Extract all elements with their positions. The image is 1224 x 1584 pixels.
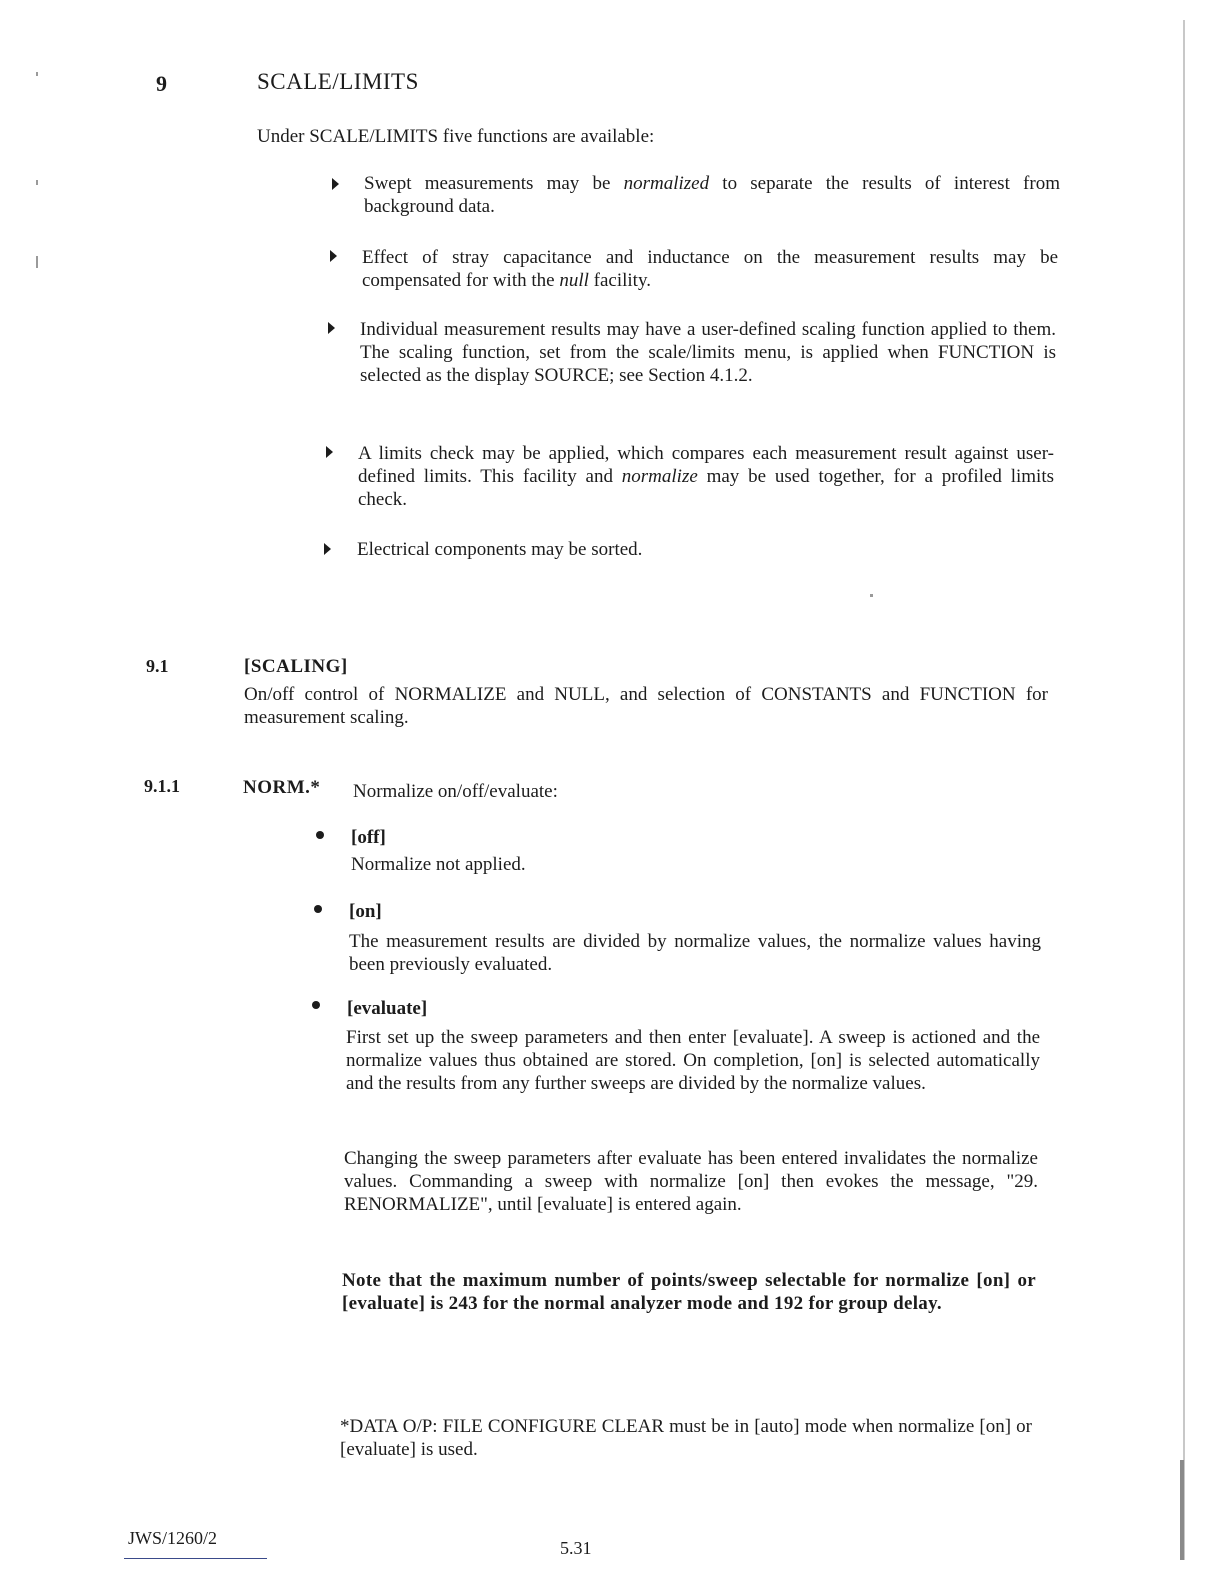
bullet-dot-icon	[312, 1001, 320, 1009]
bullet-arrow-icon	[326, 446, 333, 458]
option-description: First set up the sweep parameters and then enter [evaluate]. A sweep is actioned and the normalize values thus obtained are stored. On completion, [on] is selected automatically and the results from any further sweeps are divided by the normalize values.	[346, 1027, 1040, 1094]
section-number: 9	[156, 71, 167, 96]
margin-mark	[36, 256, 38, 268]
scan-edge-line	[1183, 20, 1185, 1560]
note-text: Note that the maximum number of points/sweep selectable for normalize [on] or [evaluate] is 243 for the normal analyzer mode and 192 for group delay.	[342, 1270, 1036, 1314]
bullet-dot-icon	[314, 905, 322, 913]
option-description: The measurement results are divided by normalize values, the normalize values having been previously evaluated.	[349, 931, 1041, 975]
subsection-title: [SCALING]	[244, 656, 348, 677]
section-intro: Under SCALE/LIMITS five functions are available:	[257, 126, 655, 147]
subsubsection-label: NORM.*	[243, 777, 321, 798]
bullet-text-part: Effect of stray capacitance and inductance on the measurement results may be compensated for with the	[362, 247, 1058, 291]
footnote-text: *DATA O/P: FILE CONFIGURE CLEAR must be in [auto] mode when normalize [on] or [evaluate] is used.	[340, 1416, 1032, 1460]
bullet-text	[358, 442, 1054, 511]
subsection-text: On/off control of NORMALIZE and NULL, and selection of CONSTANTS and FUNCTION for measurement scaling.	[244, 684, 1048, 728]
footer-underline	[124, 1558, 267, 1559]
option-label-on: [on]	[349, 901, 382, 922]
document-reference: JWS/1260/2	[128, 1528, 218, 1548]
option-description: Changing the sweep parameters after evaluate has been entered invalidates the normalize values. Commanding a sweep with normalize [on] then evokes the message, "29. RENORMALIZE", until [evaluate] is entered again.	[344, 1148, 1038, 1215]
bullet-text	[357, 538, 1053, 561]
bullet-text-part: Individual measurement results may have a user-defined scaling function applied to them. The scaling function, set from the scale/limits menu, is applied when FUNCTION is selected as the display SOURCE; see Section 4.1.2.	[360, 319, 1056, 386]
bullet-text	[362, 246, 1058, 292]
bullet-text-part: to separate the results of interest from background data.	[364, 173, 1060, 217]
bullet-text	[360, 318, 1056, 387]
bullet-emphasis: null	[559, 270, 589, 291]
bullet-text	[364, 172, 1060, 218]
option-description: Normalize not applied.	[351, 854, 526, 875]
bullet-text-part: Electrical components may be sorted.	[357, 539, 643, 560]
bullet-arrow-icon	[330, 250, 337, 262]
page-number: 5.31	[560, 1538, 592, 1558]
margin-mark	[36, 180, 38, 185]
margin-mark	[36, 72, 38, 76]
bullet-arrow-icon	[328, 322, 335, 334]
bullet-text-part: may be used together, for a profiled limits check.	[358, 466, 1055, 510]
bullet-arrow-icon	[324, 543, 331, 555]
option-label-off: [off]	[351, 827, 386, 848]
bullet-dot-icon	[316, 831, 324, 839]
bullet-emphasis: normalize	[621, 466, 698, 487]
subsection-number: 9.1	[146, 656, 169, 676]
bullet-arrow-icon	[332, 178, 339, 190]
subsubsection-number: 9.1.1	[144, 776, 180, 796]
bullet-emphasis: normalized	[623, 173, 710, 194]
section-title: SCALE/LIMITS	[257, 69, 419, 94]
bullet-text-part: Swept measurements may be	[364, 173, 624, 194]
margin-mark	[870, 594, 873, 597]
bullet-text-part: facility.	[588, 270, 651, 291]
option-label-evaluate: [evaluate]	[347, 998, 428, 1019]
scan-edge-line-dark	[1180, 1460, 1184, 1560]
subsubsection-text: Normalize on/off/evaluate:	[353, 781, 558, 802]
bullet-text-part: A limits check may be applied, which compares each measurement result against user-defined limits. This facility and	[358, 443, 1054, 487]
